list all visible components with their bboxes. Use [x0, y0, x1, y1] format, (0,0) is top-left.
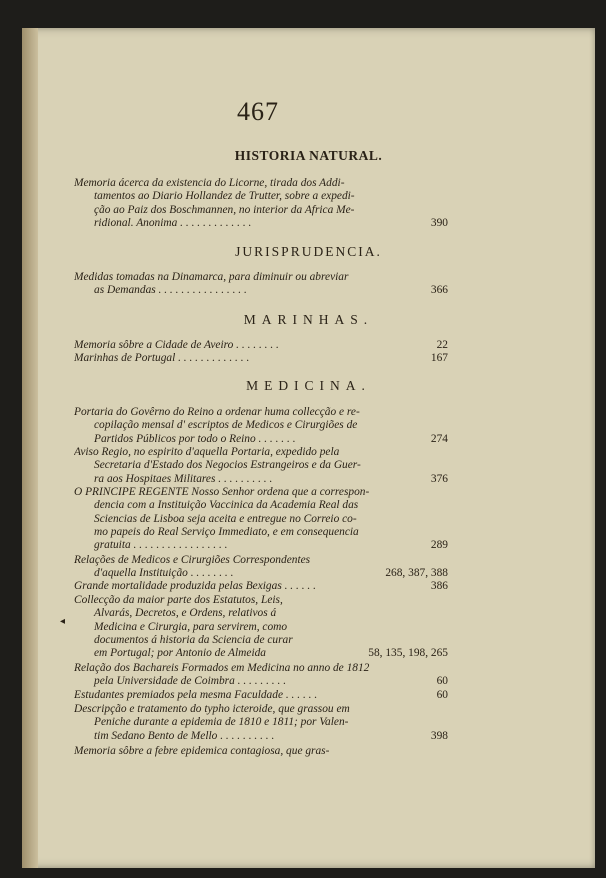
- entry-page-ref: 398: [430, 730, 448, 742]
- heading-historia-natural: HISTORIA NATURAL.: [234, 148, 383, 163]
- entry-line: mo papeis do Real Serviço Immediato, e em consequencia: [94, 525, 359, 538]
- book-page: [22, 28, 595, 868]
- heading-jurisprudencia: JURISPRUDENCIA.: [235, 244, 382, 259]
- entry-line: pela Universidade de Coimbra . . . . . . . . .: [94, 675, 287, 688]
- entry-line: dencia com a Instituição Vaccinica da Academia Real das: [94, 499, 359, 512]
- entry-page-ref: 268, 387, 388: [385, 567, 448, 579]
- entry-page-ref: 376: [430, 473, 448, 485]
- entry-line: Collecção da maior parte dos Estatutos, Leis,: [74, 594, 283, 606]
- entry-page-ref: 167: [430, 352, 448, 364]
- entry-line: Marinhas de Portugal . . . . . . . . . . . . .: [74, 352, 250, 364]
- entry-line: em Portugal; por Antonio de Almeida: [94, 647, 267, 660]
- entry-line: Descripção e tratamento do typho icteroide, que grassou em: [74, 703, 350, 715]
- entry-line: copilação mensal d' escriptos de Medicos e Cirurgiões de: [94, 419, 358, 432]
- entry-line: Aviso Regio, no espirito d'aquella Portaria, expedido pela: [74, 446, 340, 458]
- entry-line: Secretaria d'Estado dos Negocios Estrangeiros e da Guer-: [94, 459, 361, 472]
- entry-page-ref: 60: [436, 689, 448, 701]
- entry-line: Memoria ácerca da existencia do Licorne, tirada dos Addi-: [74, 177, 345, 189]
- entry-line: Relação dos Bachareis Formados em Medicina no anno de 1812: [74, 662, 370, 674]
- entry-line: Medicina e Cirurgia, para servirem, como: [94, 620, 288, 633]
- entry-line: ção ao Paiz dos Boschmannen, no interior da Africa Me-: [94, 203, 355, 216]
- heading-marinhas: MARINHAS.: [243, 312, 374, 327]
- entry-page-ref: 390: [430, 217, 448, 229]
- entry-line: Relações de Medicos e Cirurgiões Correspondentes: [74, 554, 311, 566]
- entry-line: Portaria do Govêrno do Reino a ordenar huma collecção e re-: [74, 406, 360, 418]
- entry-line: d'aquella Instituição . . . . . . . .: [94, 567, 234, 580]
- entry-line: Memoria sôbre a febre epidemica contagiosa, que gras-: [74, 745, 330, 757]
- entry-line: Peniche durante a epidemia de 1810 e 1811; por Valen-: [94, 716, 349, 729]
- index-content: [22, 28, 595, 868]
- entry-page-ref: 60: [436, 675, 448, 687]
- entry-line: Alvarás, Decretos, e Ordens, relativos á: [94, 607, 277, 620]
- entry-line: documentos á historia da Sciencia de curar: [94, 633, 293, 646]
- entry-page-ref: 289: [430, 539, 448, 551]
- entry-page-ref: 22: [436, 339, 448, 351]
- index-entry: [74, 745, 450, 758]
- entry-page-ref: 366: [430, 284, 448, 296]
- entry-page-ref: 274: [430, 433, 448, 445]
- entry-line: as Demandas . . . . . . . . . . . . . . . .: [94, 284, 247, 297]
- margin-mark-icon: ◂: [60, 616, 66, 627]
- entry-line: tim Sedano Bento de Mello . . . . . . . . . .: [94, 729, 275, 742]
- entry-page-ref: 386: [430, 580, 448, 592]
- entry-line: ra aos Hospitaes Militares . . . . . . . . . .: [94, 472, 273, 485]
- heading-medicina: MEDICINA.: [246, 378, 371, 393]
- entry-line: Memoria sôbre a Cidade de Aveiro . . . . . . . .: [74, 339, 279, 351]
- entry-line: tamentos ao Diario Hollandez de Trutter, sobre a expedi-: [94, 190, 355, 203]
- entry-line: ridional. Anonima . . . . . . . . . . . . .: [94, 216, 252, 229]
- entry-line: O PRINCIPE REGENTE Nosso Senhor ordena que a correspon-: [74, 486, 370, 498]
- entry-line: Medidas tomadas na Dinamarca, para diminuir ou abreviar: [74, 271, 349, 283]
- entry-page-ref: 58, 135, 198, 265: [368, 647, 448, 659]
- page-number: 467: [237, 97, 279, 126]
- entry-line: gratuita . . . . . . . . . . . . . . . . .: [94, 539, 228, 552]
- entry-line: Grande mortalidade produzida pelas Bexigas . . . . . .: [74, 580, 316, 592]
- entry-line: Sciencias de Lisboa seja aceita e entregue no Correio co-: [94, 512, 357, 525]
- entry-line: Estudantes premiados pela mesma Faculdade . . . . . .: [74, 689, 318, 701]
- entry-line: Partidos Públicos por todo o Reino . . . . . . .: [94, 432, 296, 445]
